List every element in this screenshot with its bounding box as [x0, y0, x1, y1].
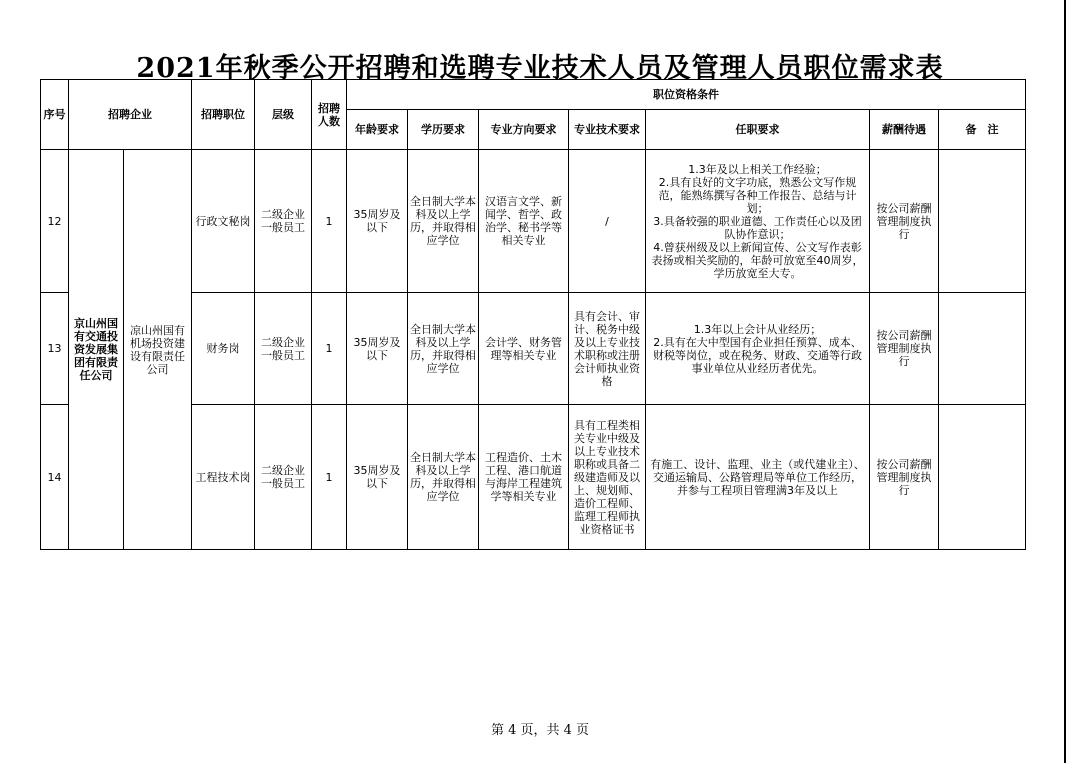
row-remark [939, 293, 1026, 405]
header-seq: 序号 [41, 80, 69, 150]
header-count: 招聘人数 [312, 80, 347, 150]
row-age: 35周岁及以下 [347, 150, 408, 293]
page-title: 2021年秋季公开招聘和选聘专业技术人员及管理人员职位需求表 [136, 53, 944, 84]
duty-line: 有施工、设计、监理、业主（或代建业主）、交通运输局、公路管理局等单位工作经历，并参与工程项目管理满3年及以上 [650, 457, 865, 497]
row-salary: 按公司薪酬管理制度执行 [870, 405, 939, 550]
enterprise-level1: 京山州国有交通投资发展集团有限责任公司 [69, 150, 124, 550]
duty-line: 4.曾获州级及以上新闻宣传、公文写作表彰表扬或相关奖励的，年龄可放宽至40周岁，学历放宽至大专。 [651, 240, 864, 280]
row-count: 1 [312, 405, 347, 550]
duty-line: 1.3年以上会计从业经历； [693, 322, 822, 336]
duty-line: 1.3年及以上相关工作经验； [688, 162, 827, 176]
row-seq: 13 [41, 293, 69, 405]
row-major: 会计学、财务管理等相关专业 [479, 293, 569, 405]
row-position: 工程技术岗 [192, 405, 255, 550]
header-tech: 专业技术要求 [569, 110, 646, 150]
header-age: 年龄要求 [347, 110, 408, 150]
row-duty [646, 293, 870, 405]
header-remark: 备 注 [939, 110, 1026, 150]
table-row [41, 150, 1026, 293]
row-position: 财务岗 [192, 293, 255, 405]
header-row-1 [41, 80, 1026, 110]
page-footer: 第 4 页，共 4 页 [490, 723, 590, 738]
header-position: 招聘职位 [192, 80, 255, 150]
row-major: 汉语言文学、新闻学、哲学、政治学、秘书学等相关专业 [479, 150, 569, 293]
row-count: 1 [312, 150, 347, 293]
row-position: 行政文秘岗 [192, 150, 255, 293]
row-salary: 按公司薪酬管理制度执行 [870, 150, 939, 293]
header-major: 专业方向要求 [479, 110, 569, 150]
row-duty [646, 150, 870, 293]
row-major: 工程造价、土木工程、港口航道与海岸工程建筑学等相关专业 [479, 405, 569, 550]
duty-line: 3.具备较强的职业道德、工作责任心以及团队协作意识； [653, 214, 862, 241]
row-level: 二级企业一般员工 [255, 405, 312, 550]
header-level: 层级 [255, 80, 312, 150]
header-enterprise: 招聘企业 [69, 80, 192, 150]
row-education: 全日制大学本科及以上学历，并取得相应学位 [408, 150, 479, 293]
row-tech: 具有会计、审计、税务中级及以上专业技术职称或注册会计师执业资格 [569, 293, 646, 405]
duty-line: 2.具有在大中型国有企业担任预算、成本、财税等岗位，或在税务、财政、交通等行政事业单位从业经历者优先。 [653, 335, 862, 375]
row-count: 1 [312, 293, 347, 405]
enterprise-level2: 凉山州国有机场投资建设有限责任公司 [124, 150, 192, 550]
duty-line: 2.具有良好的文字功底，熟悉公文写作规范，能熟练撰写各种工作报告、总结与计划； [658, 175, 857, 215]
row-tech: 具有工程类相关专业中级及以上专业技术职称或具备二级建造师及以上、规划师、造价工程师、监理工程师执业资格证书 [569, 405, 646, 550]
row-remark [939, 405, 1026, 550]
row-seq: 12 [41, 150, 69, 293]
row-education: 全日制大学本科及以上学历，并取得相应学位 [408, 293, 479, 405]
row-duty [646, 405, 870, 550]
header-salary: 薪酬待遇 [870, 110, 939, 150]
row-age: 35周岁及以下 [347, 405, 408, 550]
row-level: 二级企业一般员工 [255, 293, 312, 405]
row-age: 35周岁及以下 [347, 293, 408, 405]
row-remark [939, 150, 1026, 293]
header-qualifications: 职位资格条件 [347, 80, 1026, 110]
row-seq: 14 [41, 405, 69, 550]
row-salary: 按公司薪酬管理制度执行 [870, 293, 939, 405]
row-tech: / [569, 150, 646, 293]
requirements-table [40, 79, 1026, 550]
row-level: 二级企业一般员工 [255, 150, 312, 293]
row-education: 全日制大学本科及以上学历，并取得相应学位 [408, 405, 479, 550]
page-edge-rule [1064, 0, 1066, 763]
header-duty: 任职要求 [646, 110, 870, 150]
header-education: 学历要求 [408, 110, 479, 150]
